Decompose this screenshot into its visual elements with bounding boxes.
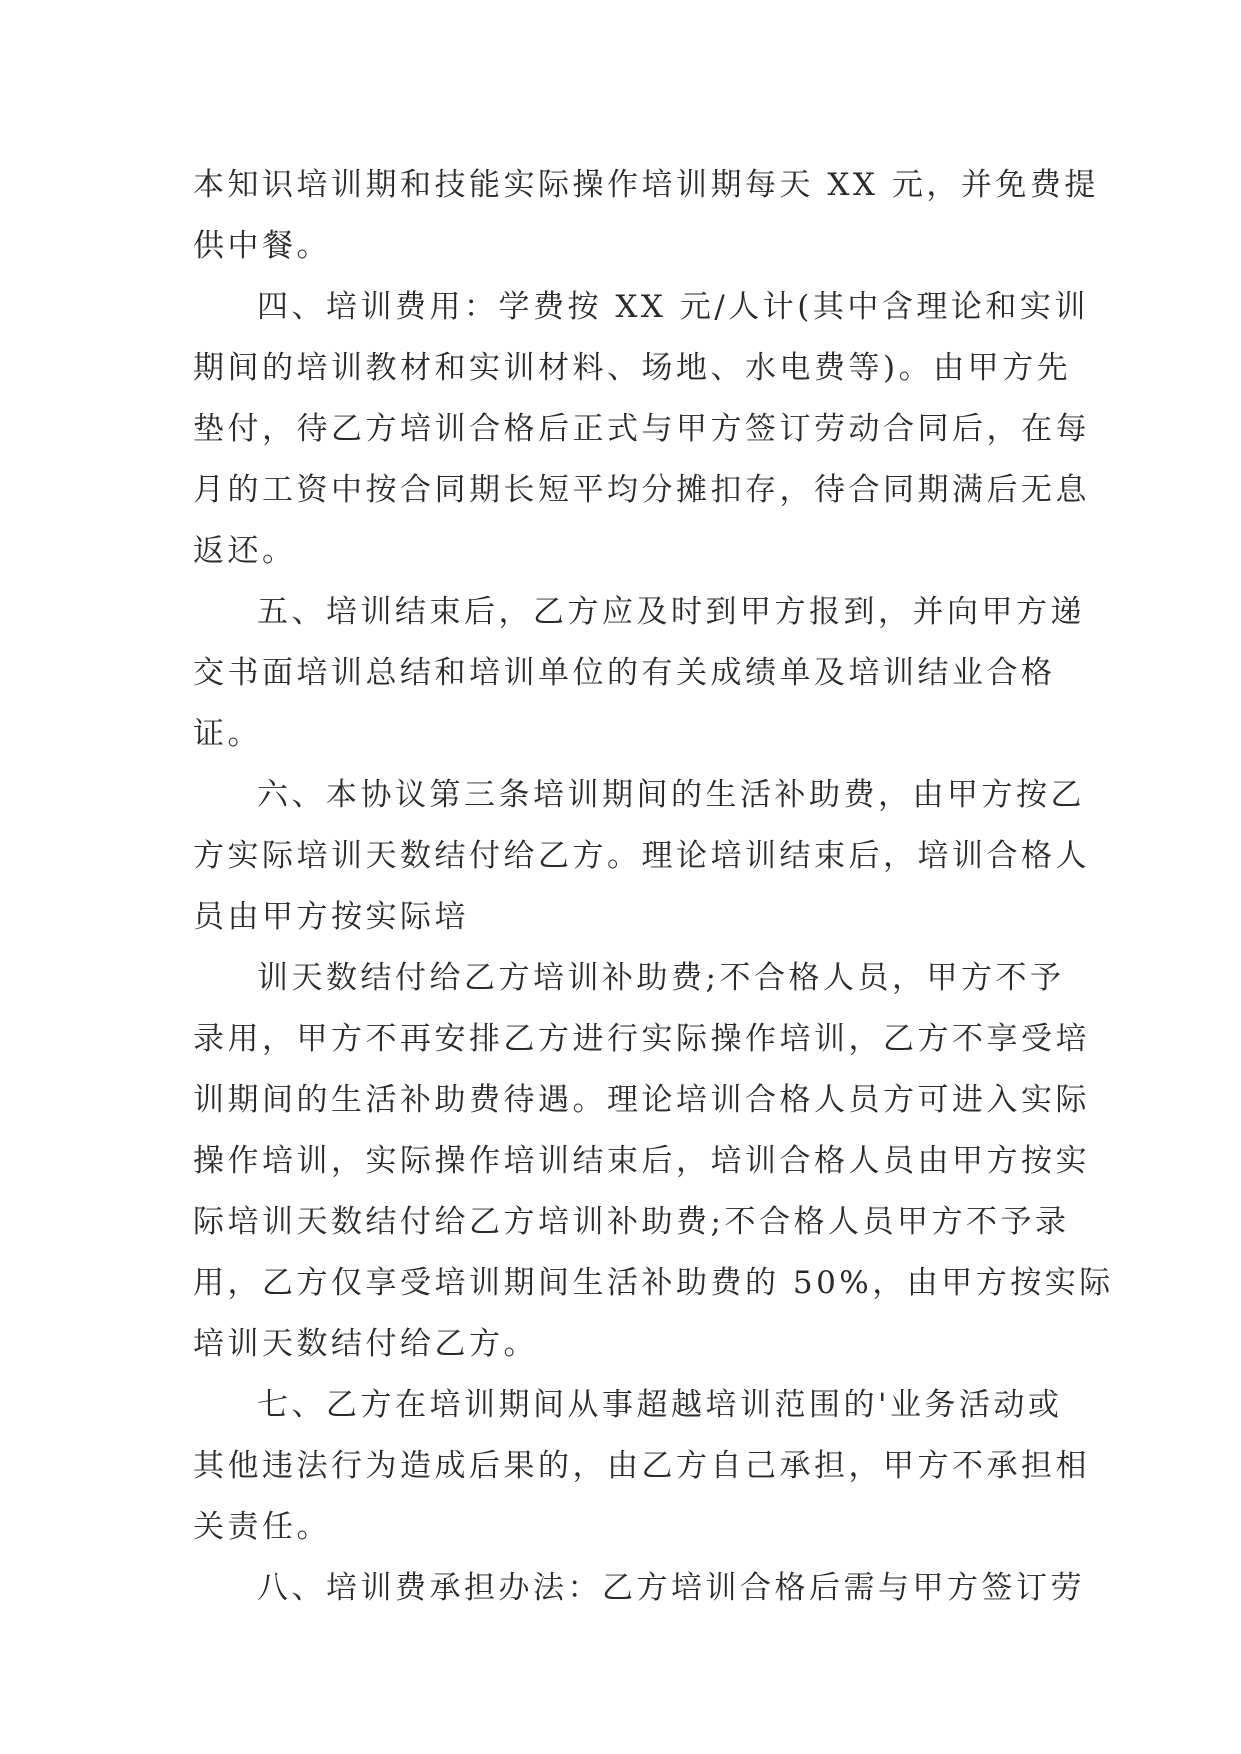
text-line: 用，乙方仅享受培训期间生活补助费的 50%，由甲方按实际 [193, 1265, 1114, 1301]
text-line: 期间的培训教材和实训材料、场地、水电费等)。由甲方先 [193, 350, 1072, 386]
text-line: 方实际培训天数结付给乙方。理论培训结束后，培训合格人 [193, 838, 1090, 874]
paragraph-6-allowance-payment [193, 765, 1090, 948]
text-line: 供中餐。 [193, 228, 331, 264]
paragraph-7-liability [193, 1375, 1090, 1558]
text-line: 培训天数结付给乙方。 [193, 1326, 538, 1362]
text-line: 五、培训结束后，乙方应及时到甲方报到，并向甲方递 [257, 594, 1085, 630]
text-line: 四、培训费用：学费按 XX 元/人计(其中含理论和实训 [257, 289, 1089, 325]
text-line: 其他违法行为造成后果的，由乙方自己承担，甲方不承担相 [193, 1448, 1090, 1484]
text-line: 垫付，待乙方培训合格后正式与甲方签订劳动合同后，在每 [193, 411, 1090, 447]
text-line: 返还。 [193, 533, 297, 569]
text-line: 七、乙方在培训期间从事超越培训范围的'业务活动或 [257, 1387, 1063, 1423]
document-body [193, 155, 1114, 1619]
text-line: 本知识培训期和技能实际操作培训期每天 XX 元，并免费提 [193, 167, 1099, 203]
paragraph-4-training-fee [193, 277, 1090, 582]
text-line: 员由甲方按实际培 [193, 899, 469, 935]
text-line: 八、培训费承担办法：乙方培训合格后需与甲方签订劳 [257, 1570, 1085, 1606]
text-line: 操作培训，实际操作培训结束后，培训合格人员由甲方按实 [193, 1143, 1090, 1179]
text-line: 训天数结付给乙方培训补助费;不合格人员，甲方不予 [257, 960, 1065, 996]
paragraph-6-continued [193, 948, 1114, 1375]
text-line: 六、本协议第三条培训期间的生活补助费，由甲方按乙 [257, 777, 1085, 813]
paragraph-8-fee-bearing [193, 1558, 1085, 1619]
text-line: 证。 [193, 716, 262, 752]
text-line: 月的工资中按合同期长短平均分摊扣存，待合同期满后无息 [193, 472, 1090, 508]
paragraph-5-after-training [193, 582, 1085, 765]
text-line: 录用，甲方不再安排乙方进行实际操作培训，乙方不享受培 [193, 1021, 1090, 1057]
text-line: 训期间的生活补助费待遇。理论培训合格人员方可进入实际 [193, 1082, 1090, 1118]
text-line: 际培训天数结付给乙方培训补助费;不合格人员甲方不予录 [193, 1204, 1070, 1240]
paragraph-living-allowance-continued [193, 155, 1099, 277]
text-line: 关责任。 [193, 1509, 331, 1545]
text-line: 交书面培训总结和培训单位的有关成绩单及培训结业合格 [193, 655, 1056, 691]
